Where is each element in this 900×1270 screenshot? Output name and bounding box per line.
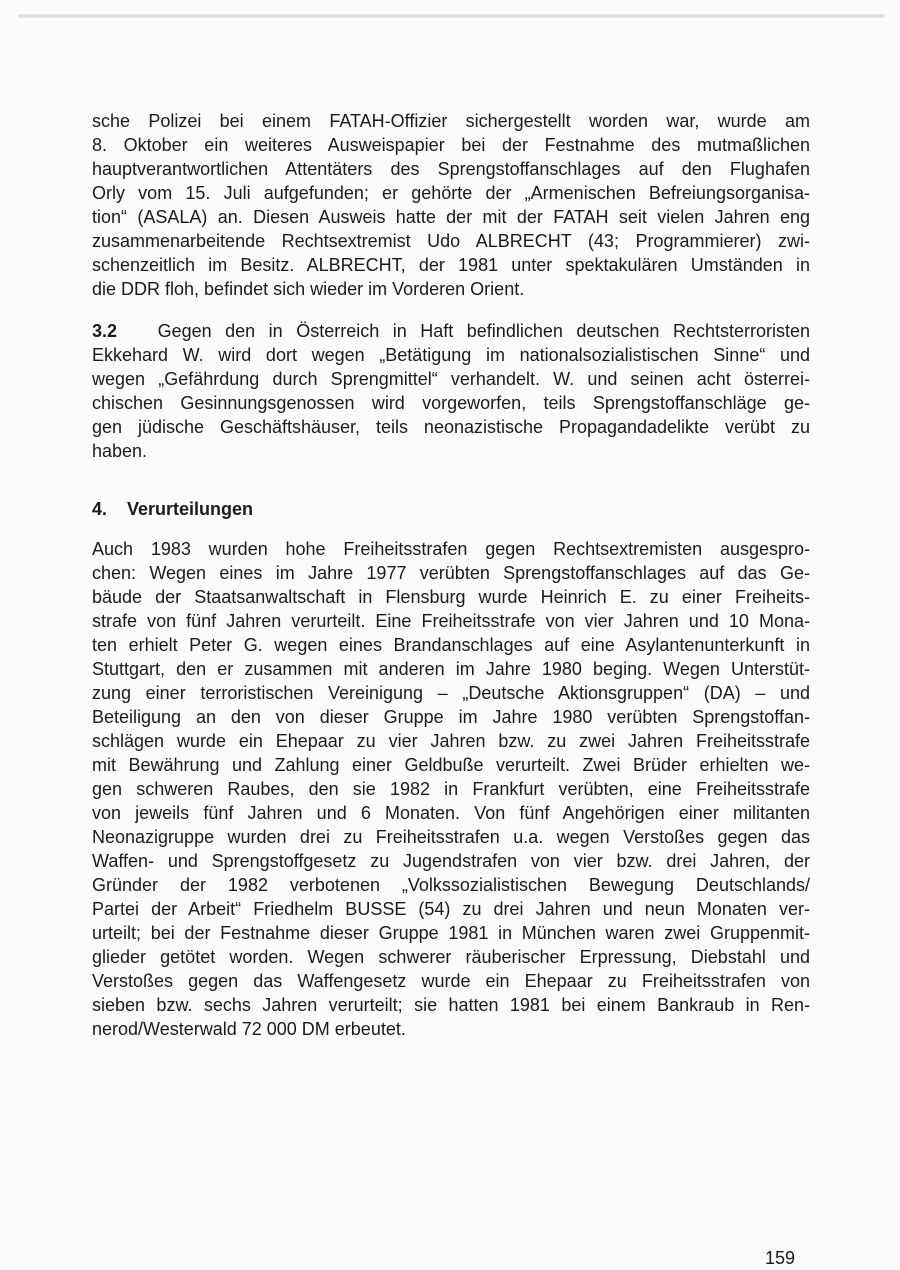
paragraph-3-2-line: haben.	[92, 441, 148, 461]
paragraph-line: chen: Wegen eines im Jahre 1977 verübten Sprengstoffanschlages auf das Ge-	[92, 563, 810, 583]
paragraph-1	[92, 109, 810, 301]
paragraph-line: gen schweren Raubes, den sie 1982 in Frankfurt verübten, eine Freiheitsstrafe	[92, 779, 810, 799]
paragraph-1-line: tion“ (ASALA) an. Diesen Ausweis hatte der mit der FATAH seit vielen Jahren eng	[92, 207, 810, 227]
paragraph-line: Waffen- und Sprengstoffgesetz zu Jugendstrafen von vier bzw. drei Jahren, der	[92, 851, 810, 871]
paragraph-1-line: zusammenarbeitende Rechtsextremist Udo ALBRECHT (43; Programmierer) zwi-	[92, 231, 810, 251]
paragraph-3-2-line: Gegen den in Österreich in Haft befindlichen deutschen Rechtsterroristen	[157, 321, 810, 341]
paragraph-line: ten erhielt Peter G. wegen eines Brandanschlages auf eine Asylantenunterkunft in	[92, 635, 810, 655]
paragraph-line: von jeweils fünf Jahren und 6 Monaten. Von fünf Angehörigen einer militanten	[92, 803, 810, 823]
paragraph-line: Auch 1983 wurden hohe Freiheitsstrafen gegen Rechtsextremisten ausgespro-	[92, 539, 810, 559]
section-heading	[92, 497, 810, 521]
paragraph-3-2	[92, 319, 810, 463]
page-number: 159	[765, 1248, 796, 1268]
paragraph-1-line: sche Polizei bei einem FATAH-Offizier sichergestellt worden war, wurde am	[92, 111, 810, 131]
paragraph-3-2-first-line	[92, 319, 810, 343]
scan-edge-rule	[18, 14, 884, 18]
paragraph-line: Beteiligung an den von dieser Gruppe im Jahre 1980 verübten Sprengstoffan-	[92, 707, 810, 727]
paragraph-1-line: Orly vom 15. Juli aufgefunden; er gehörte der „Armenischen Befreiungsorganisa-	[92, 183, 810, 203]
paragraph-line: strafe von fünf Jahren verurteilt. Eine Freiheitsstrafe von vier Jahren und 10 Mona-	[92, 611, 810, 631]
paragraph-line: glieder getötet worden. Wegen schwerer räuberischer Erpressung, Diebstahl und	[92, 947, 810, 967]
paragraph-line: Partei der Arbeit“ Friedhelm BUSSE (54) zu drei Jahren und neun Monaten ver-	[92, 899, 810, 919]
paragraph-3-2-line: Ekkehard W. wird dort wegen „Betätigung im nationalsozialistischen Sinne“ und	[92, 345, 810, 365]
paragraph-3-2-line: gen jüdische Geschäftshäuser, teils neonazistische Propagandadelikte verübt zu	[92, 417, 810, 437]
paragraph-1-line: schenzeitlich im Besitz. ALBRECHT, der 1981 unter spektakulären Umständen in	[92, 255, 810, 275]
section-heading-title: Verurteilungen	[127, 499, 254, 519]
paragraph-line: zung einer terroristischen Vereinigung – „Deutsche Aktionsgruppen“ (DA) – und	[92, 683, 810, 703]
paragraph-1-line: 8. Oktober ein weiteres Ausweispapier bei der Festnahme des mutmaßlichen	[92, 135, 810, 155]
paragraph-line: schlägen wurde ein Ehepaar zu vier Jahren bzw. zu zwei Jahren Freiheitsstrafe	[92, 731, 810, 751]
paragraph-1-line: die DDR floh, befindet sich wieder im Vorderen Orient.	[92, 279, 525, 299]
paragraph-line: nerod/Westerwald 72 000 DM erbeutet.	[92, 1019, 406, 1039]
paragraph-line: urteilt; bei der Festnahme dieser Gruppe 1981 in München waren zwei Gruppenmit-	[92, 923, 810, 943]
paragraph-line: Neonazigruppe wurden drei zu Freiheitsstrafen u.a. wegen Verstoßes gegen das	[92, 827, 810, 847]
paragraph-line: mit Bewährung und Zahlung einer Geldbuße verurteilt. Zwei Brüder erhielten we-	[92, 755, 810, 775]
paragraph-verurteilungen	[92, 537, 810, 1041]
paragraph-line: Verstoßes gegen das Waffengesetz wurde ein Ehepaar zu Freiheitsstrafen von	[92, 971, 810, 991]
paragraph-line: Stuttgart, den er zusammen mit anderen im Jahre 1980 beging. Wegen Unterstüt-	[92, 659, 810, 679]
paragraph-1-line: hauptverantwortlichen Attentäters des Sprengstoffanschlages auf den Flughafen	[92, 159, 810, 179]
paragraph-line: sieben bzw. sechs Jahren verurteilt; sie hatten 1981 bei einem Bankraub in Ren-	[92, 995, 810, 1015]
section-heading-number: 4.	[92, 499, 108, 519]
paragraph-3-2-line: chischen Gesinnungsgenossen wird vorgeworfen, teils Sprengstoffanschläge ge-	[92, 393, 810, 413]
paragraph-line: Gründer der 1982 verbotenen „Volkssozialistischen Bewegung Deutschlands/	[92, 875, 810, 895]
paragraph-line: bäude der Staatsanwaltschaft in Flensburg wurde Heinrich E. zu einer Freiheits-	[92, 587, 810, 607]
section-number: 3.2	[92, 321, 118, 341]
paragraph-3-2-line: wegen „Gefährdung durch Sprengmittel“ verhandelt. W. und seinen acht österrei-	[92, 369, 810, 389]
